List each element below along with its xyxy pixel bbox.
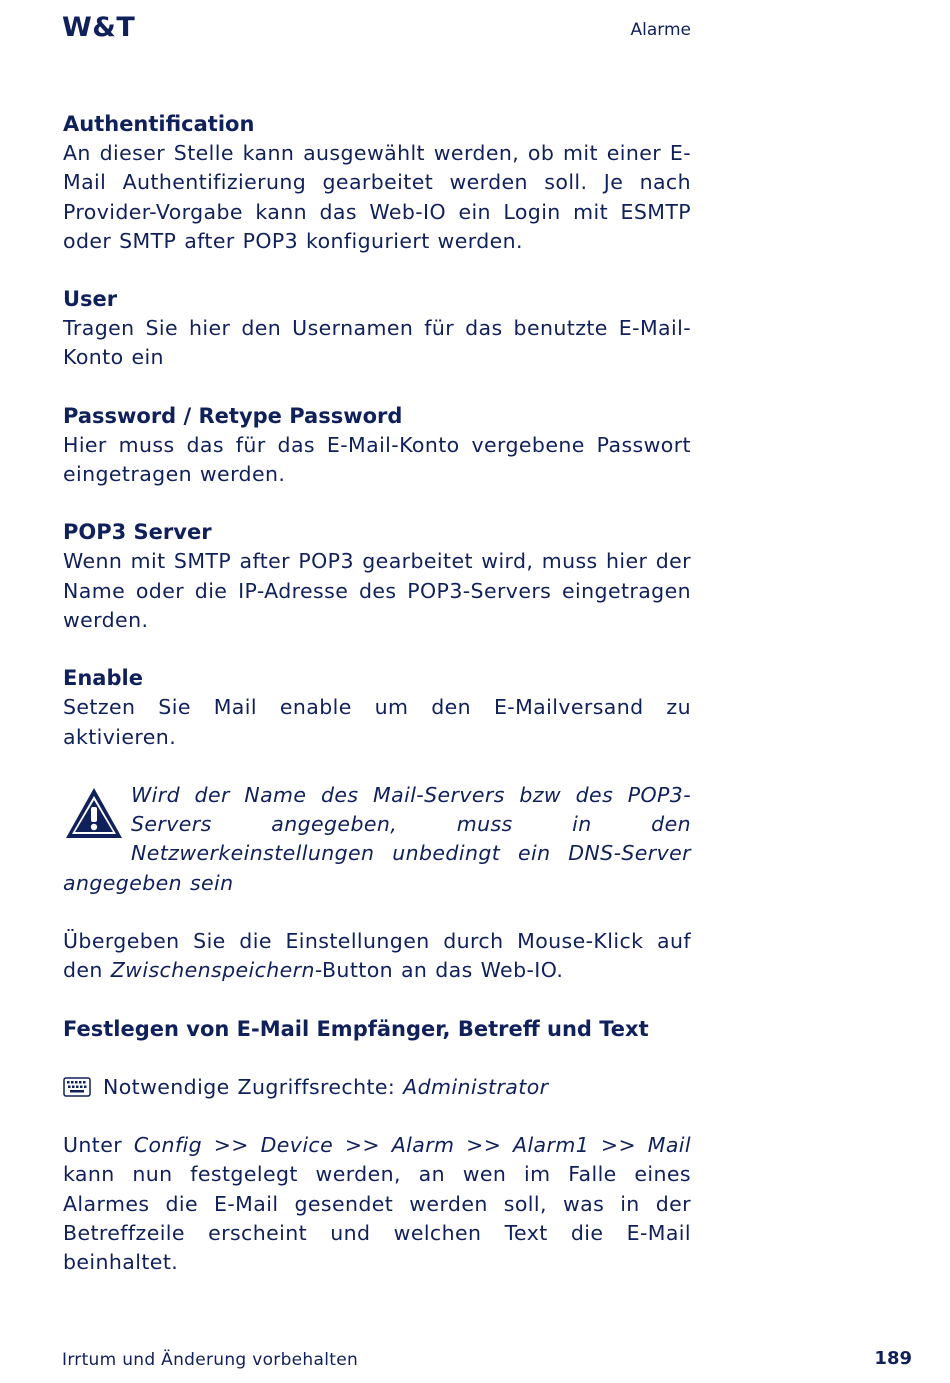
section-heading: User <box>63 287 118 312</box>
section-enable <box>63 664 691 752</box>
access-rights <box>63 1073 691 1102</box>
section-heading: Authentification <box>63 112 255 136</box>
keyboard-icon <box>63 1077 91 1097</box>
section-body: Tragen Sie hier den Usernamen für das benutzte E-Mail-Konto ein <box>63 316 691 370</box>
section-heading: POP3 Server <box>63 520 212 545</box>
recipients-heading: Festlegen von E-Mail Empfänger, Betreff und Text <box>63 1016 649 1041</box>
config-menu-path: Config >> Device >> Alarm >> Alarm1 >> Mail <box>133 1132 691 1157</box>
section-body: Setzen Sie Mail enable um den E-Mailversand zu aktivieren. <box>63 695 691 749</box>
section-pop3-server <box>63 518 691 635</box>
section-heading: Enable <box>63 666 143 691</box>
section-body: Hier muss das für das E-Mail-Konto vergebene Passwort eingetragen werden. <box>63 432 691 487</box>
main-content <box>63 110 691 1306</box>
footer-disclaimer: Irrtum und Änderung vorbehalten <box>62 1350 359 1370</box>
config-path-instruction <box>63 1131 691 1277</box>
warning-text: Wird der Name des Mail-Servers bzw des POP3-Servers angegeben, muss in den Netzwerkeinstellungen unbedingt ein DNS-Server angegeben sein <box>63 782 691 895</box>
config-suffix: kann nun festgelegt werden, an wen im Falle eines Alarmes die E-Mail gesendet werden soll, was in der Betreffzeile erscheint und welchen Text die E-Mail beinhaltet. <box>63 1162 691 1275</box>
section-authentification <box>63 110 691 256</box>
section-user <box>63 285 691 373</box>
page-number: 189 <box>874 1348 912 1369</box>
section-body: Wenn mit SMTP after POP3 gearbeitet wird, muss hier der Name oder die IP-Adresse des POP3-Servers eingetragen werden. <box>63 549 691 632</box>
section-password <box>63 402 691 490</box>
section-body: An dieser Stelle kann ausgewählt werden, ob mit einer E-Mail Authentifizierung gearbeitet werden soll. Je nach Provider-Vorgabe kann das Web-IO ein Login mit ESMTP oder SMTP after POP3 konfiguriert werden. <box>63 141 691 253</box>
transfer-text-after: -Button an das Web-IO. <box>314 958 564 983</box>
save-button-name: Zwischenspeichern <box>110 958 315 983</box>
access-role: Administrator <box>403 1074 549 1099</box>
transfer-text-before: Übergeben Sie die Einstellungen durch Mouse-Klick auf den <box>63 929 691 983</box>
transfer-instruction <box>63 927 691 986</box>
brand-logo: W&T <box>62 12 136 43</box>
chapter-title: Alarme <box>630 20 691 40</box>
warning-triangle-icon <box>63 785 125 841</box>
access-label: Notwendige Zugriffsrechte: <box>103 1074 404 1099</box>
section-heading: Password / Retype Password <box>63 403 403 428</box>
warning-note <box>63 781 691 898</box>
config-prefix: Unter <box>63 1132 134 1157</box>
